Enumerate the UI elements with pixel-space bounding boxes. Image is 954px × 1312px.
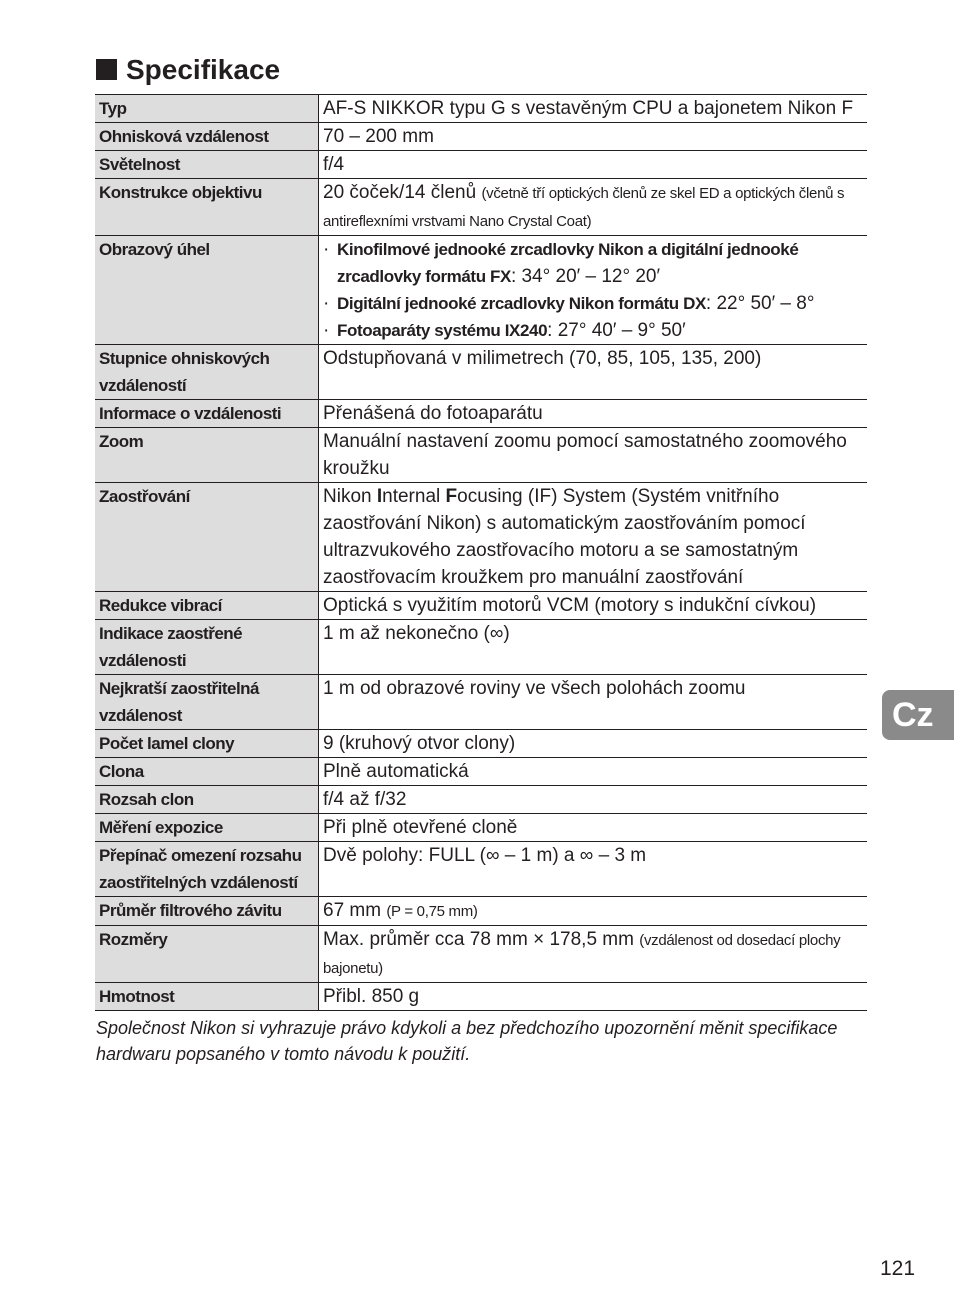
table-row xyxy=(95,983,867,1011)
row-value: Manuální nastavení zoomu pomocí samostatného zoomového kroužku xyxy=(319,428,868,483)
row-value-part: Nikon xyxy=(323,486,377,507)
row-value: 1 m od obrazové roviny ve všech polohách zoomu xyxy=(319,675,868,730)
row-value-note: (P = 0,75 mm) xyxy=(386,903,478,920)
row-label: Počet lamel clony xyxy=(95,730,319,758)
row-value-initial: I xyxy=(376,486,383,507)
row-value-part: nternal xyxy=(382,486,446,507)
row-label: Přepínač omezení rozsahu zaostřitelných vzdáleností xyxy=(95,842,319,897)
table-row xyxy=(95,400,867,428)
language-tab: Cz xyxy=(882,690,954,740)
row-value-main: 67 mm xyxy=(323,900,387,921)
row-value: 1 m až nekonečno (∞) xyxy=(319,620,868,675)
table-row xyxy=(95,95,867,123)
table-row xyxy=(95,842,867,897)
row-value-part: ocusing (IF) System (Systém vnitřního zaostřování Nikon) s automatickým zaostřováním pomocí ultrazvukového zaostřovacího motoru a se samostatným zaostřovacím kroužkem pro manuální zaostřování xyxy=(323,486,806,588)
table-row xyxy=(95,758,867,786)
table-row xyxy=(95,675,867,730)
table-row xyxy=(95,483,867,592)
row-value: Přenášená do fotoaparátu xyxy=(319,400,868,428)
row-value xyxy=(319,897,868,926)
bullet-item xyxy=(323,236,863,290)
bullet-item xyxy=(323,317,863,344)
footnote: Společnost Nikon si vyhrazuje právo kdykoli a bez předchozího upozornění měnit specifikace hardwaru popsaného v tomto návodu k použití. xyxy=(96,1018,838,1064)
row-value: Dvě polohy: FULL (∞ – 1 m) a ∞ – 3 m xyxy=(319,842,868,897)
row-label: Rozměry xyxy=(95,926,319,983)
row-value-initial: F xyxy=(445,486,458,507)
row-label: Nejkratší zaostřitelná vzdálenost xyxy=(95,675,319,730)
bullet-bold-text: Fotoaparáty systému IX240 xyxy=(337,321,548,340)
table-row xyxy=(95,814,867,842)
row-label: Stupnice ohniskových vzdáleností xyxy=(95,345,319,400)
bullet-item xyxy=(323,290,863,317)
bullet-bold-text: Kinofilmové jednooké zrcadlovky Nikon a digitální jednooké zrcadlovky formátu FX xyxy=(337,240,799,286)
row-value: 70 – 200 mm xyxy=(319,123,868,151)
table-row xyxy=(95,897,867,926)
table-row xyxy=(95,123,867,151)
table-row xyxy=(95,926,867,983)
table-row xyxy=(95,730,867,758)
table-row xyxy=(95,236,867,345)
row-label: Hmotnost xyxy=(95,983,319,1011)
table-row xyxy=(95,786,867,814)
row-value-note: (včetně tří optických členů ze skel ED a optických členů s antireflexními vrstvami Nano Crystal Coat) xyxy=(323,185,845,230)
bullet-dot-icon: · xyxy=(323,239,330,260)
row-label: Typ xyxy=(95,95,319,123)
row-value-main: Max. průměr cca 78 mm × 178,5 mm xyxy=(323,929,640,950)
row-label: Konstrukce objektivu xyxy=(95,179,319,236)
row-value: Optická s využitím motorů VCM (motory s indukční cívkou) xyxy=(319,592,868,620)
table-row xyxy=(95,592,867,620)
row-label: Informace o vzdálenosti xyxy=(95,400,319,428)
bullet-value: : 22° 50′ – 8° xyxy=(705,293,815,314)
page-title xyxy=(96,52,280,88)
table-row xyxy=(95,620,867,675)
row-label: Ohnisková vzdálenost xyxy=(95,123,319,151)
page-title-text: Specifikace xyxy=(126,54,281,85)
row-value: Odstupňovaná v milimetrech (70, 85, 105, 135, 200) xyxy=(319,345,868,400)
bullet-dot-icon: · xyxy=(323,320,330,341)
row-value: Přibl. 850 g xyxy=(319,983,868,1011)
bullet-bold-text: Digitální jednooké zrcadlovky Nikon formátu DX xyxy=(337,294,706,313)
row-label: Průměr filtrového závitu xyxy=(95,897,319,926)
table-row xyxy=(95,179,867,236)
row-label: Světelnost xyxy=(95,151,319,179)
table-row xyxy=(95,151,867,179)
row-value xyxy=(319,483,868,592)
row-value xyxy=(319,179,868,236)
row-value: Plně automatická xyxy=(319,758,868,786)
row-label: Redukce vibrací xyxy=(95,592,319,620)
row-value: f/4 až f/32 xyxy=(319,786,868,814)
table-row xyxy=(95,428,867,483)
row-value: AF-S NIKKOR typu G s vestavěným CPU a bajonetem Nikon F xyxy=(319,95,868,123)
row-value xyxy=(319,926,868,983)
row-value: Při plně otevřené cloně xyxy=(319,814,868,842)
row-label: Indikace zaostřené vzdálenosti xyxy=(95,620,319,675)
bullet-dot-icon: · xyxy=(323,293,330,314)
row-value: f/4 xyxy=(319,151,868,179)
row-label: Zaostřování xyxy=(95,483,319,592)
bullet-value: : 27° 40′ – 9° 50′ xyxy=(547,320,686,341)
spec-table xyxy=(95,94,867,1011)
page-number: 121 xyxy=(880,1257,916,1280)
row-label: Rozsah clon xyxy=(95,786,319,814)
row-label: Obrazový úhel xyxy=(95,236,319,345)
row-value xyxy=(319,236,868,345)
table-row xyxy=(95,345,867,400)
row-value: 9 (kruhový otvor clony) xyxy=(319,730,868,758)
row-label: Clona xyxy=(95,758,319,786)
row-label: Zoom xyxy=(95,428,319,483)
bullet-value: : 34° 20′ – 12° 20′ xyxy=(510,266,661,287)
square-bullet-icon xyxy=(96,59,117,80)
row-value-note: (vzdálenost od dosedací plochy bajonetu) xyxy=(323,932,841,977)
row-value-main: 20 čoček/14 členů xyxy=(323,182,482,203)
row-label: Měření expozice xyxy=(95,814,319,842)
